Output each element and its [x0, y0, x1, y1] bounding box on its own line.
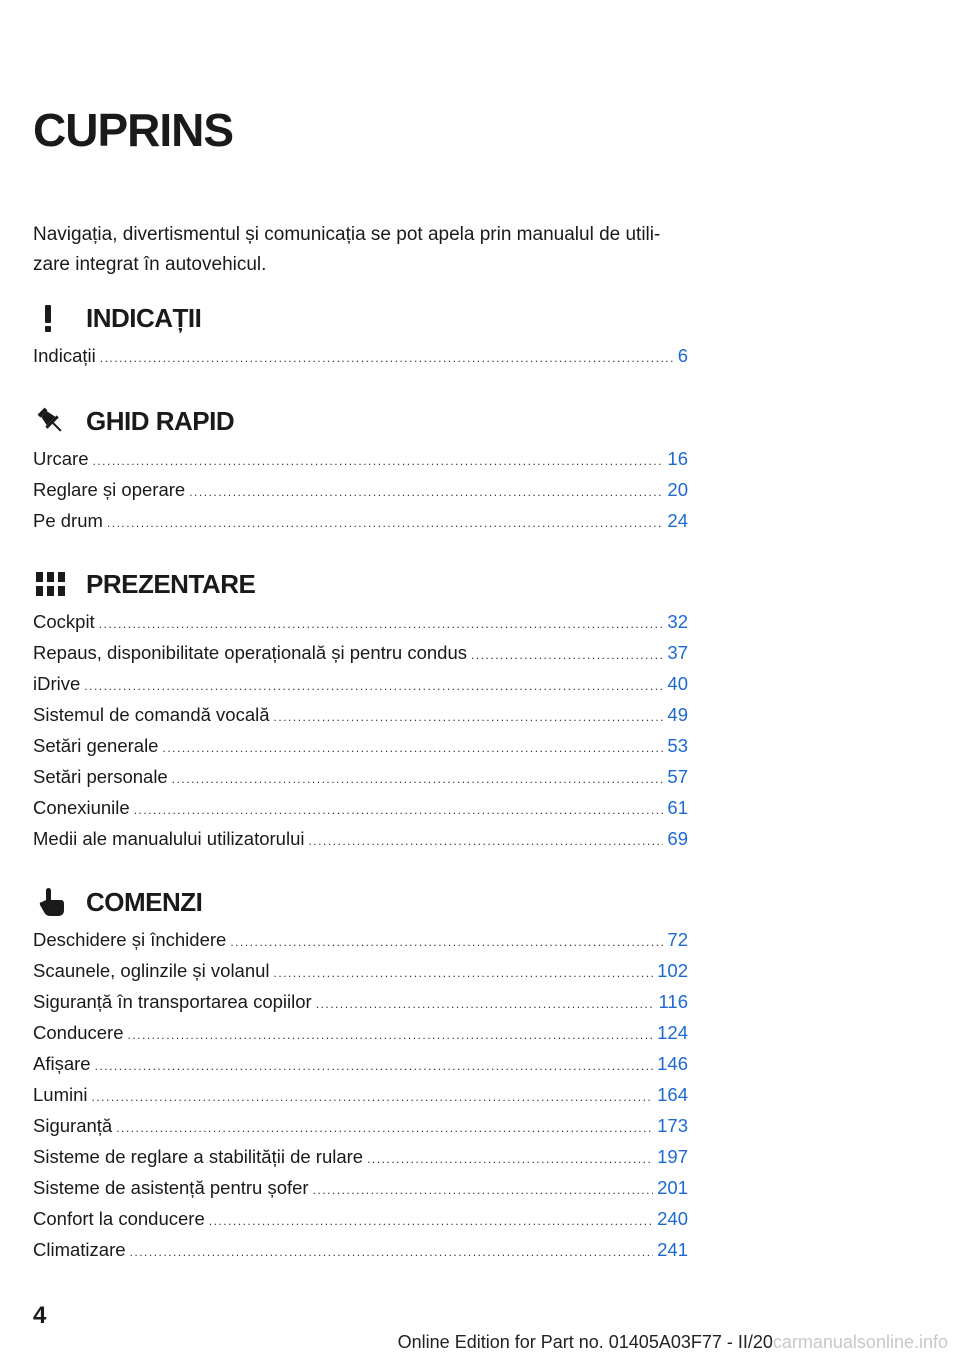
section-header [33, 296, 688, 340]
entry-label: Siguranță [33, 1115, 113, 1136]
pointing-hand-icon [33, 886, 69, 918]
entry-page-link[interactable]: 53 [667, 735, 688, 756]
page-number: 4 [33, 1302, 47, 1329]
toc-entry[interactable] [33, 699, 688, 730]
table-of-contents [33, 296, 688, 1291]
toc-entry[interactable] [33, 1079, 688, 1110]
section-comenzi [33, 880, 688, 1265]
dot-leader [189, 477, 663, 508]
entry-page-link[interactable]: 72 [667, 929, 688, 950]
footer-edition: Online Edition for Part no. 01405A03F77 - II/20 [397, 1332, 773, 1352]
toc-entry[interactable] [33, 1203, 688, 1234]
section-title: PREZENTARE [86, 568, 256, 599]
dot-leader [116, 1113, 653, 1144]
dot-leader [107, 508, 664, 539]
section-header [33, 399, 688, 443]
intro-paragraph: Navigația, divertismentul și comunicația se pot apela prin manualul de utili-zare integrat în autovehicul. [33, 224, 661, 275]
toc-entry[interactable] [33, 1110, 688, 1141]
entry-page-link[interactable]: 201 [657, 1177, 688, 1198]
section-title: COMENZI [86, 886, 203, 917]
entry-label: Afișare [33, 1053, 91, 1074]
entry-label: Indicații [33, 345, 96, 366]
toc-entry[interactable] [33, 924, 688, 955]
entry-page-link[interactable]: 40 [667, 673, 688, 694]
entry-page-link[interactable]: 24 [667, 510, 688, 531]
dot-leader [172, 764, 664, 795]
dot-leader [313, 1175, 654, 1206]
toc-entry[interactable] [33, 986, 688, 1017]
grid-icon [33, 568, 69, 600]
entry-label: Setări personale [33, 766, 168, 787]
section-ghid-rapid [33, 399, 688, 536]
toc-entry[interactable] [33, 1141, 688, 1172]
entry-label: iDrive [33, 673, 81, 694]
entry-label: Pe drum [33, 510, 103, 531]
exclamation-icon [33, 302, 69, 334]
entry-label: Reglare și operare [33, 479, 186, 500]
dot-leader [84, 671, 663, 702]
toc-entry[interactable] [33, 505, 688, 536]
entry-label: Sisteme de reglare a stabilității de rulare [33, 1146, 364, 1167]
entry-page-link[interactable]: 49 [667, 704, 688, 725]
entry-page-link[interactable]: 6 [677, 345, 688, 366]
section-indicatii [33, 296, 688, 371]
toc-entry[interactable] [33, 474, 688, 505]
entry-page-link[interactable]: 164 [657, 1084, 688, 1105]
entry-page-link[interactable]: 124 [657, 1022, 688, 1043]
entry-page-link[interactable]: 241 [657, 1239, 688, 1260]
entry-page-link[interactable]: 146 [657, 1053, 688, 1074]
entry-label: Climatizare [33, 1239, 126, 1260]
toc-entry[interactable] [33, 668, 688, 699]
dot-leader [130, 1237, 654, 1268]
entry-label: Lumini [33, 1084, 88, 1105]
dot-leader [316, 989, 655, 1020]
entry-label: Urcare [33, 448, 89, 469]
dot-leader [128, 1020, 654, 1051]
entry-page-link[interactable]: 197 [657, 1146, 688, 1167]
dot-leader [100, 343, 674, 374]
section-prezentare [33, 562, 688, 854]
entry-label: Conducere [33, 1022, 124, 1043]
dot-leader [471, 640, 663, 671]
entry-page-link[interactable]: 57 [667, 766, 688, 787]
entry-label: Confort la conducere [33, 1208, 205, 1229]
page-title: CUPRINS [33, 104, 234, 156]
entry-page-link[interactable]: 173 [657, 1115, 688, 1136]
entry-page-link[interactable]: 20 [667, 479, 688, 500]
entry-page-link[interactable]: 61 [667, 797, 688, 818]
entry-page-link[interactable]: 37 [667, 642, 688, 663]
pushpin-icon [33, 405, 69, 437]
toc-entry[interactable] [33, 730, 688, 761]
dot-leader [134, 795, 664, 826]
toc-entry[interactable] [33, 792, 688, 823]
entry-page-link[interactable]: 116 [658, 991, 688, 1012]
section-title: INDICAȚII [86, 302, 202, 333]
toc-entry[interactable] [33, 823, 688, 854]
footer-site-watermark: carmanualsonline.info [772, 1332, 948, 1352]
dot-leader [162, 733, 663, 764]
entry-page-link[interactable]: 69 [667, 828, 688, 849]
footer [398, 1332, 948, 1353]
dot-leader [93, 446, 664, 477]
toc-entry[interactable] [33, 637, 688, 668]
entry-label: Sistemul de comandă vocală [33, 704, 270, 725]
dot-leader [99, 609, 664, 640]
toc-entry[interactable] [33, 606, 688, 637]
toc-entry[interactable] [33, 1048, 688, 1079]
toc-entry[interactable] [33, 1234, 688, 1265]
entry-label: Setări generale [33, 735, 159, 756]
dot-leader [274, 958, 654, 989]
entry-label: Conexiunile [33, 797, 130, 818]
dot-leader [92, 1082, 654, 1113]
section-header [33, 562, 688, 606]
dot-leader [230, 927, 663, 958]
toc-entry[interactable] [33, 443, 688, 474]
dot-leader [209, 1206, 653, 1237]
entry-label: Scaunele, oglinzile și volanul [33, 960, 270, 981]
dot-leader [274, 702, 664, 733]
entry-label: Medii ale manualului utilizatorului [33, 828, 305, 849]
entry-label: Repaus, disponibilitate operațională și pentru condus [33, 642, 468, 663]
section-title: GHID RAPID [86, 405, 235, 436]
entry-label: Deschidere și închidere [33, 929, 227, 950]
entry-label: Cockpit [33, 611, 95, 632]
entry-page-link[interactable]: 102 [657, 960, 688, 981]
entry-label: Sisteme de asistență pentru șofer [33, 1177, 309, 1198]
entry-page-link[interactable]: 32 [667, 611, 688, 632]
toc-entry[interactable] [33, 955, 688, 986]
dot-leader [95, 1051, 654, 1082]
entry-page-link[interactable]: 16 [667, 448, 688, 469]
toc-entry[interactable] [33, 340, 688, 371]
dot-leader [367, 1144, 653, 1175]
entry-page-link[interactable]: 240 [657, 1208, 688, 1229]
entry-label: Siguranță în transportarea copiilor [33, 991, 312, 1012]
toc-entry[interactable] [33, 1017, 688, 1048]
toc-entry[interactable] [33, 761, 688, 792]
section-header [33, 880, 688, 924]
toc-entry[interactable] [33, 1172, 688, 1203]
dot-leader [308, 826, 663, 857]
